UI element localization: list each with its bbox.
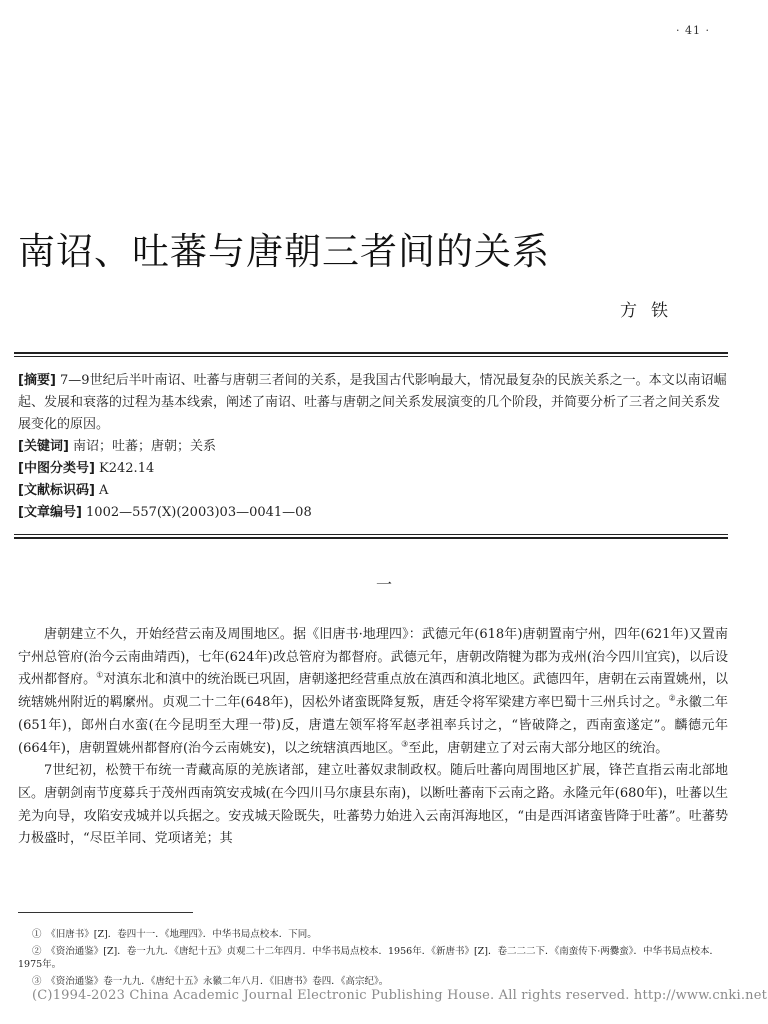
abstract-paragraph bbox=[18, 370, 728, 436]
page-number: · 41 · bbox=[676, 24, 710, 37]
footnote-2: ② 《资治通鉴》[Z]．卷一九九．《唐纪十五》贞观二十二年四月．中华书局点校本．1956年．《新唐书》[Z]．卷二二二下．《南蛮传下·两爨蛮》．中华书局点校本．1975年。 bbox=[18, 945, 719, 970]
abstract-top-rule bbox=[14, 352, 728, 357]
footnote-ref-1[interactable]: ① bbox=[96, 671, 104, 681]
article-title: 南诏、吐蕃与唐朝三者间的关系 bbox=[18, 229, 550, 273]
paragraph-1-part-d: 至此，唐朝建立了对云南大部分地区的统治。 bbox=[408, 740, 669, 756]
paragraph-1-part-b: 对滇东北和滇中的统治既已巩固，唐朝遂把经营重点放在滇西和滇北地区。武德四年，唐朝在云南置姚州，以统辖姚州附近的羁縻州。贞观二十二年(648年)，因松外诸蛮既降复叛，唐廷令将军梁建方率巴蜀十三州兵讨之。 bbox=[18, 672, 728, 711]
article-id-value: 1002—557(X)(2003)03—0041—08 bbox=[86, 505, 312, 520]
article-id-label: [文章编号] bbox=[18, 505, 82, 520]
keywords-label: [关键词] bbox=[18, 439, 69, 454]
footnotes bbox=[18, 928, 730, 991]
abstract-block bbox=[18, 370, 728, 524]
footnote-ref-2[interactable]: ② bbox=[668, 693, 676, 703]
paragraph-1 bbox=[18, 624, 728, 760]
paragraph-2: 7世纪初，松赞干布统一青藏高原的羌族诸部，建立吐蕃奴隶制政权。随后吐蕃向周围地区扩展，锋芒直指云南北部地区。唐朝剑南节度募兵于茂州西南筑安戎城(在今四川马尔康县东南)，以断吐蕃南下云南之路。永隆元年(680年)，吐蕃以生羌为向导，攻陷安戎城并以兵据之。安戎城天险既失，吐蕃势力始进入云南洱海地区，“由是西洱诸蛮皆降于吐蕃”。吐蕃势力极盛时，“尽臣羊同、党项诸羌；其 bbox=[18, 763, 728, 847]
paragraph-1-part-a: 唐朝建立不久，开始经营云南及周围地区。据《旧唐书·地理四》：武德元年(618年)唐朝置南宁州，四年(621年)又置南宁州总管府(治今云南曲靖西)，七年(624年)改总管府为都督府。武德元年，唐朝改隋犍为郡为戎州(治今四川宜宾)，以后设戎州都督府。 bbox=[18, 627, 728, 688]
doc-code-line bbox=[18, 480, 728, 502]
footnote-1: ① 《旧唐书》[Z]．卷四十一．《地理四》．中华书局点校本．下同。 bbox=[32, 929, 317, 940]
author-name: 方铁 bbox=[620, 301, 682, 321]
body-text bbox=[18, 624, 728, 851]
keywords-line bbox=[18, 436, 728, 458]
section-number: 一 bbox=[375, 575, 392, 594]
paragraph-1-part-c: 永徽二年(651年)，郎州白水蛮(在今昆明至大理一带)反，唐遣左领军将军赵孝祖率兵讨之，“皆破降之，西南蛮遂定”。麟德元年(664年)，唐朝置姚州都督府(治今云南姚安)，以之统辖滇西地区。 bbox=[18, 695, 728, 756]
doc-code-value: A bbox=[99, 483, 109, 498]
classification-label: [中图分类号] bbox=[18, 461, 95, 476]
copyright-watermark: (C)1994-2023 China Academic Journal Electronic Publishing House. All rights reserved. http://www.cnki.net bbox=[32, 988, 768, 1003]
keywords-value: 南诏；吐蕃；唐朝；关系 bbox=[73, 439, 217, 454]
footnote-ref-3[interactable]: ③ bbox=[401, 739, 409, 749]
article-id-line bbox=[18, 502, 728, 524]
doc-code-label: [文献标识码] bbox=[18, 483, 95, 498]
abstract-bottom-rule bbox=[14, 534, 728, 539]
abstract-text: 7—9世纪后半叶南诏、吐蕃与唐朝三者间的关系，是我国古代影响最大，情况最复杂的民族关系之一。本文以南诏崛起、发展和衰落的过程为基本线索，阐述了南诏、吐蕃与唐朝之间关系发展演变的几个阶段，并简要分析了三者之间关系发展变化的原因。 bbox=[18, 373, 727, 432]
footnote-3: ③ 《资治通鉴》卷一九九．《唐纪十五》永徽二年八月．《旧唐书》卷四．《高宗纪》。 bbox=[32, 975, 389, 987]
classification-line bbox=[18, 458, 728, 480]
footnote-divider bbox=[18, 912, 193, 913]
classification-value: K242.14 bbox=[99, 461, 155, 476]
abstract-label: [摘要] bbox=[18, 373, 56, 388]
